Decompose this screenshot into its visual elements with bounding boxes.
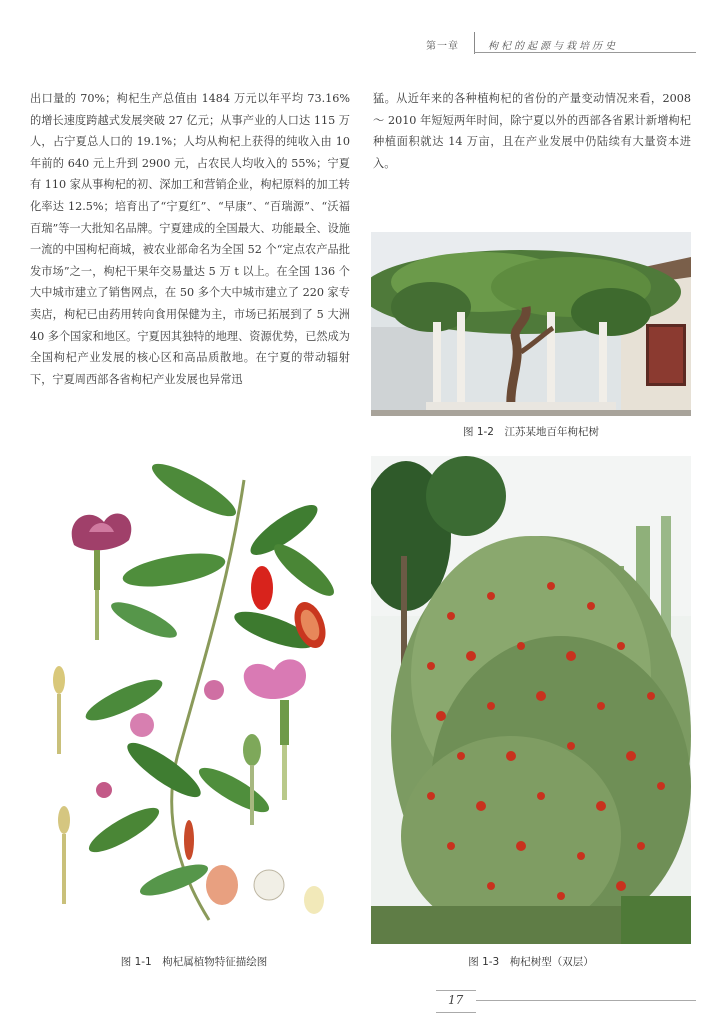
caption-fig-1-3: 图 1-3 枸杞树型（双层）	[468, 956, 594, 968]
chapter-title: 枸杞的起源与栽培历史	[488, 41, 618, 52]
footer-rule-top	[436, 990, 476, 991]
header-separator	[474, 32, 475, 54]
page-header	[0, 0, 728, 60]
body-text-right: 猛。从近年来的各种植枸杞的省份的产量变动情况来看，2008 ～ 2010 年短短两年时间，除宁夏以外的西部各省累计新增枸杞种植面积就达 14 万亩，且在产业发展中仍陆续有大量资本进入。	[373, 92, 691, 170]
botanical-illustration	[34, 460, 354, 930]
chapter-label: 第一章	[426, 41, 459, 52]
caption-fig-1-1: 图 1-1 枸杞属植物特征描绘图	[120, 956, 268, 968]
photo-century-goji-tree	[371, 232, 691, 416]
body-text-left: 出口量的 70%；枸杞生产总值由 1484 万元以年平均 73.16% 的增长速度跨越式发展突破 27 亿元；从事产业的人口达 115 万人，占宁夏总人口的 19.1%；人均从枸杞上获得的纯收入由 10 年前的 640 元上升到 2900 元，占农民人均收入的 55%；宁夏有 110 家从事枸杞的初、深加工和营销企业，枸杞原料的加工转化率达 12.5%；培育出了“宁夏红”、“早康”、“百瑞源”、“沃福百瑞”等一大批知名品牌。宁夏建成的全国最大、功能最全、设施一流的中国枸杞商城，被农业部命名为全国 52 个“定点农产品批发市场”之一，枸杞干果年交易量达 5 万 t 以上。在全国 136 个大中城市建立了销售网点，在 50 多个大中城市建立了 220 家专卖店，枸杞已由药用转向食用保健为主，市场已拓展到了 5 大洲 40 多个国家和地区。宁夏因其独特的地理、资源优势，已然成为全国枸杞产业发展的核心区和高品质散地。在宁夏的带动辐射下，宁夏周西部各省枸杞产业发展也异常迅	[30, 92, 350, 386]
page-number: 17	[448, 993, 464, 1007]
photo-goji-shrub	[371, 456, 691, 944]
footer-rule-bottom	[436, 1012, 476, 1013]
header-rule	[474, 52, 696, 53]
footer-rule-right	[476, 1000, 696, 1001]
caption-fig-1-2: 图 1-2 江苏某地百年枸杞树	[463, 426, 599, 438]
